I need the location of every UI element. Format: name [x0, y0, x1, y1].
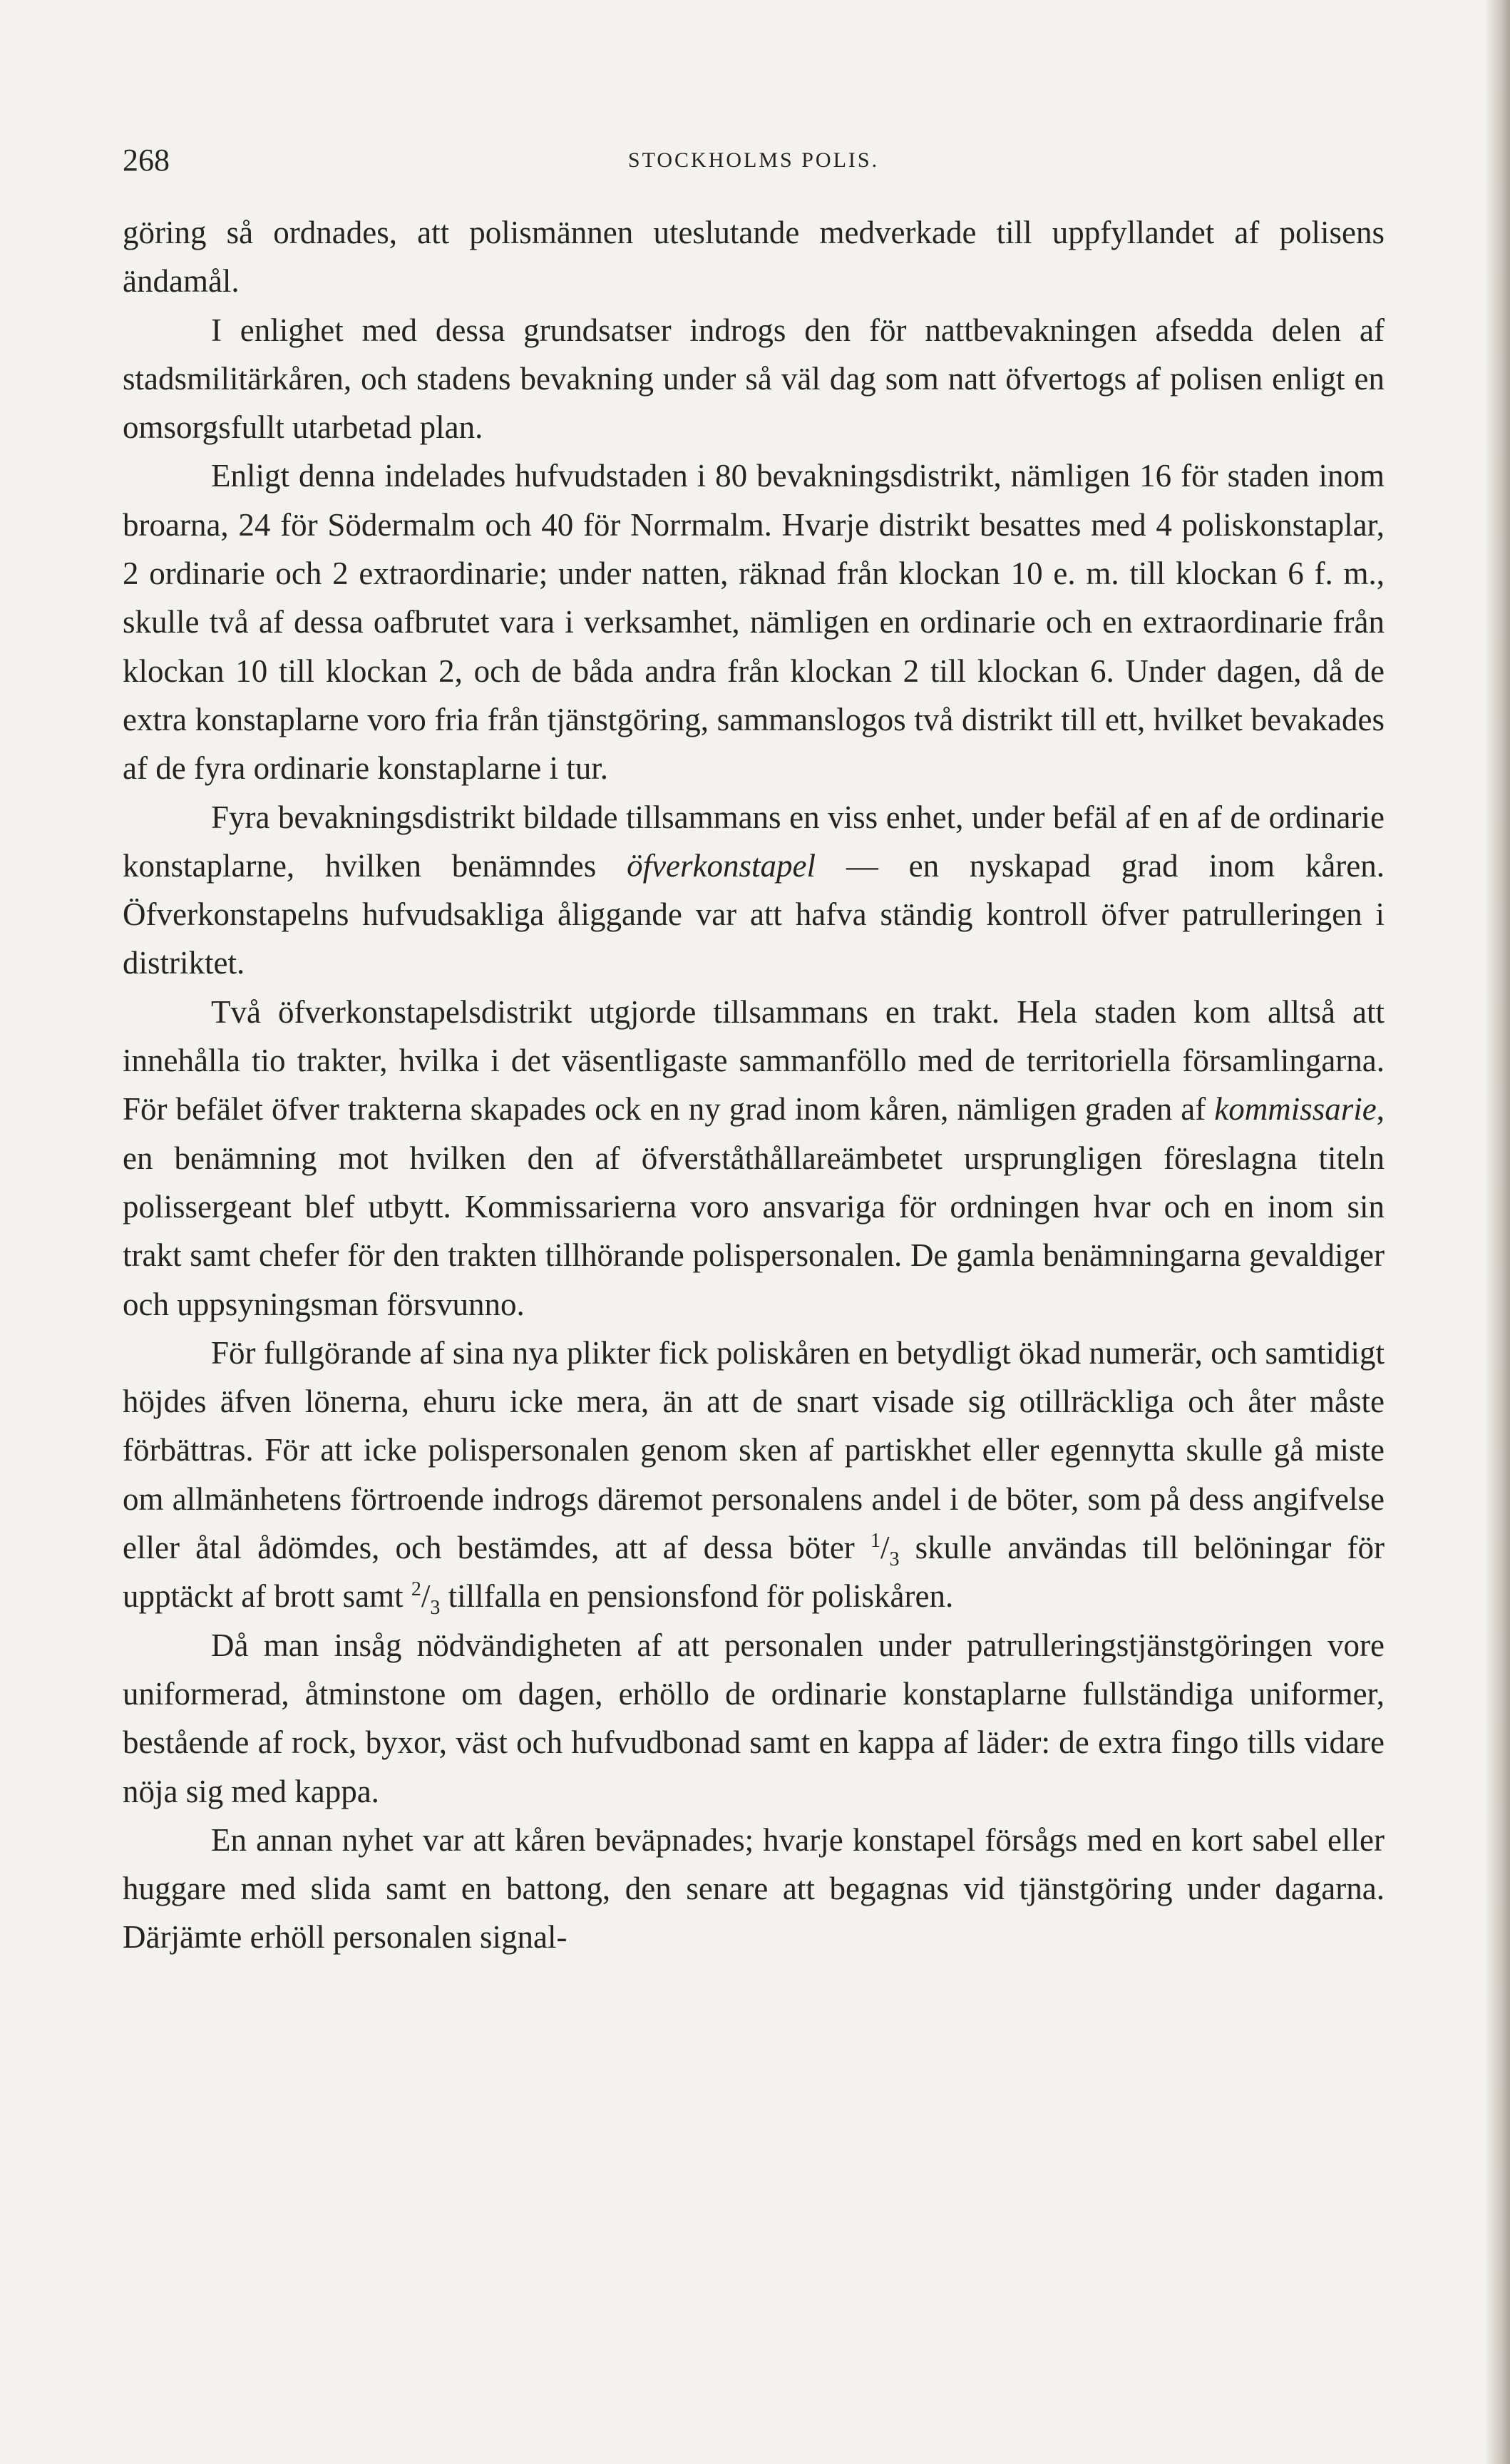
fraction-1-denominator: 3 [889, 1548, 900, 1571]
paragraph-6-text-c: tillfalla en pensionsfond för poliskåren. [440, 1578, 954, 1615]
paragraph-3: Enligt denna indelades hufvudstaden i 80 bevakningsdistrikt, nämligen 16 för staden inom broarna, 24 för Södermalm och 40 för Norrmalm. Hvarje distrikt besattes med 4 poliskonstaplar, 2 ordinarie och 2 extraordinarie; under natten, räknad från klockan 10 e. m. till klockan 6 f. m., skulle två af dessa oafbrutet vara i verksamhet, nämligen en ordinarie och en extraordinarie från klockan 10 till klockan 2, och de båda andra från klockan 2 till klockan 6. Under dagen, då de extra konstaplarne voro fria från tjänstgöring, sammanslogos två distrikt till ett, hvilket bevakades af de fyra ordinarie konstaplarne i tur. [123, 458, 1385, 787]
paragraph-6-text-a: För fullgörande af sina nya plikter fick poliskåren en betydligt ökad numerär, och samtidigt höjdes äfven lönerna, ehuru icke mera, än att de snart visade sig otillräckliga och åter måste förbättras. För att icke polispersonalen genom sken af partiskhet eller egennytta skulle gå miste om allmänhetens förtroende indrogs däremot personalens andel i de böter, som på dess angifvelse eller åtal ådömdes, och bestämdes, att af dessa böter [123, 1334, 1385, 1566]
paragraph-1: göring så ordnades, att polismännen uteslutande medverkade till uppfyllandet af polisens ändamål. [123, 215, 1385, 300]
paragraph-5-text-b: , en benämning mot hvilken den af öfverståthållareämbetet ursprungligen föreslagna titeln polissergeant blef utbytt. Kommissarierna voro ansvariga för ordningen hvar och en inom sin trakt samt chefer för den trakten tillhörande polispersonalen. De gamla benämningarna gevaldiger och uppsyningsman försvunno. [123, 1091, 1385, 1322]
fraction-2-denominator: 3 [430, 1597, 441, 1620]
fraction-one-third: $^1/_3$ [870, 1530, 900, 1571]
paragraph-6-text-b: skulle användas till belöningar för upptäckt af brott samt [123, 1530, 1385, 1615]
paragraph-5 [123, 988, 1385, 1329]
paragraph-5-text-a: Två öfverkonstapelsdistrikt utgjorde tillsammans en trakt. Hela staden kom alltså att innehålla tio trakter, hvilka i det väsentligaste sammanföllo med de territoriella församlingarna. För befälet öfver trakterna skapades ock en ny grad inom kåren, nämligen graden af [123, 993, 1385, 1128]
paragraph-4 [123, 793, 1385, 988]
paragraph-8: En annan nyhet var att kåren beväpnades; hvarje konstapel försågs med en kort sabel eller huggare med slida samt en battong, den senare att begagnas vid tjänstgöring under dagarna. Därjämte erhöll personalen signal- [123, 1821, 1385, 1956]
body-text [123, 208, 1385, 1962]
fraction-2-numerator: 2 [411, 1578, 421, 1601]
paragraph-4-text-b: — en nyskapad grad inom kåren. Öfverkonstapelns hufvudsakliga åliggande var att hafva ständig kontroll öfver patrulleringen i distriktet. [123, 847, 1385, 981]
page-header [123, 139, 1385, 182]
term-overkonstapel: öfverkonstapel [627, 847, 816, 884]
running-head: STOCKHOLMS POLIS. [627, 148, 880, 172]
paragraph-7: Då man insåg nödvändigheten af att personalen under patrulleringstjänstgöringen vore uniformerad, åtminstone om dagen, erhöllo de ordinarie konstaplarne fullständiga uniformer, bestående af rock, byxor, väst och hufvudbonad samt en kappa af läder: de extra fingo tills vidare nöja sig med kappa. [123, 1627, 1385, 1809]
page-number: 268 [123, 143, 170, 178]
page-edge-shadow [1484, 0, 1510, 2464]
term-kommissarie: kommissarie [1214, 1091, 1377, 1128]
fraction-1-numerator: 1 [870, 1530, 880, 1553]
paragraph-4-text-a: Fyra bevakningsdistrikt bildade tillsammans en viss enhet, under befäl af en af de ordinarie konstaplarne, hvilken benämndes [123, 799, 1385, 884]
fraction-two-thirds: $^2/_3$ [411, 1578, 441, 1620]
paragraph-6 [123, 1329, 1385, 1621]
paragraph-2: I enlighet med dessa grundsatser indrogs den för nattbevakningen afsedda delen af stadsmilitärkåren, och stadens bevakning under så väl dag som natt öfvertogs af polisen enligt en omsorgsfullt utarbetad plan. [123, 312, 1385, 446]
